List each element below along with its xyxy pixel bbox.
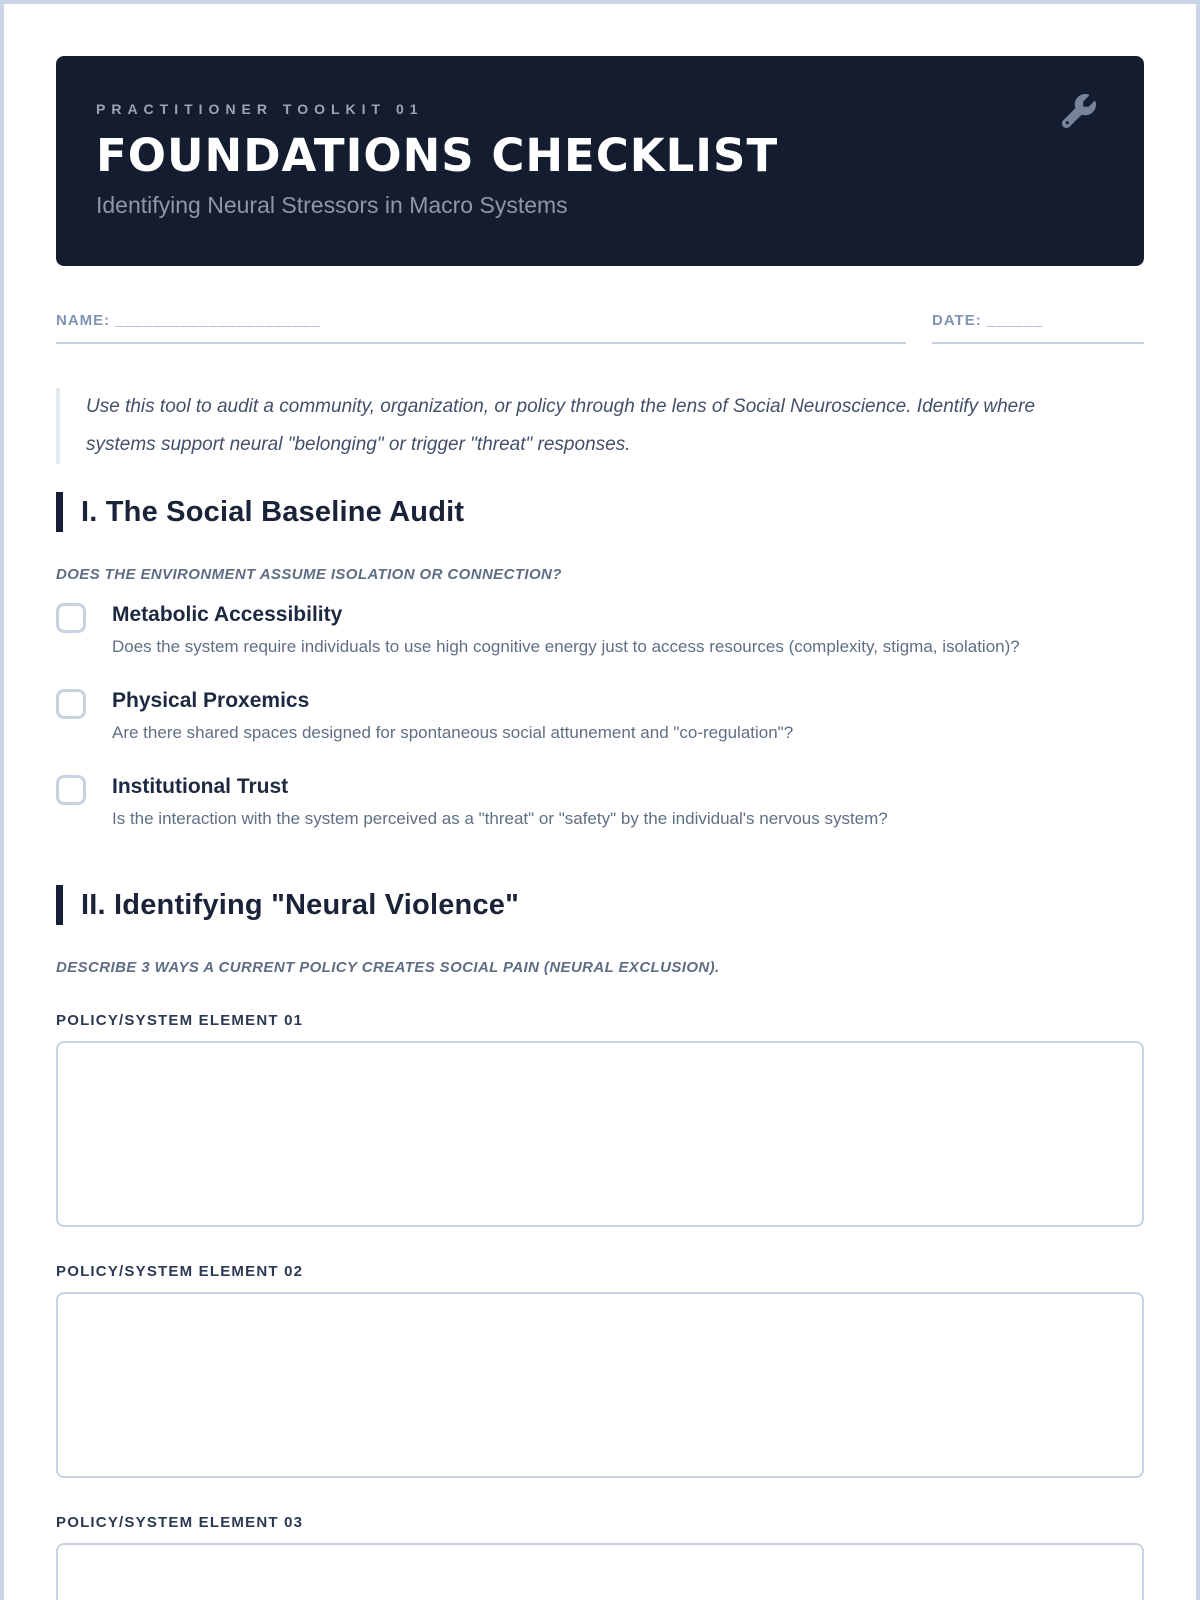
intro-note: Use this tool to audit a community, organization, or policy through the lens of Social Neuroscience. Identify where systems support neural "belonging" or trigger "threat" responses. [56,388,1106,464]
checklist-item-institutional-trust [56,773,1144,831]
policy-element-01-label: POLICY/SYSTEM ELEMENT 01 [56,1012,304,1029]
section-bar [56,885,63,925]
checklist-item-description: Are there shared spaces designed for spontaneous social attunement and "co-regulation"? [112,723,794,742]
header-banner [56,56,1144,266]
checklist-item-physical-proxemics [56,687,1144,745]
section-1-title: I. The Social Baseline Audit [81,496,465,528]
section-1-heading [56,492,1144,532]
checklist-item-title: Institutional Trust [112,775,289,798]
policy-element-02-label: POLICY/SYSTEM ELEMENT 02 [56,1263,304,1280]
page-subtitle: Identifying Neural Stressors in Macro Systems [96,192,568,218]
policy-element-02-textarea[interactable] [56,1292,1144,1478]
checkbox-physical-proxemics[interactable] [56,689,86,719]
checklist-item-metabolic-accessibility [56,601,1144,659]
checklist-item-description: Does the system require individuals to use high cognitive energy just to access resources (complexity, stigma, isolation)? [112,637,1020,656]
checkbox-metabolic-accessibility[interactable] [56,603,86,633]
checklist-item-title: Physical Proxemics [112,689,310,712]
name-label: NAME: ______________________ [56,312,321,329]
checkbox-institutional-trust[interactable] [56,775,86,805]
page-title: FOUNDATIONS CHECKLIST [96,129,779,182]
checklist [56,601,1144,831]
name-date-row [56,312,1144,344]
wrench-icon [1062,94,1096,128]
header-eyebrow: PRACTITIONER TOOLKIT 01 [96,101,424,117]
section-bar [56,492,63,532]
section-2-heading [56,885,1144,925]
checklist-item-description: Is the interaction with the system perceived as a "threat" or "safety" by the individual's nervous system? [112,809,888,828]
section-2-title: II. Identifying "Neural Violence" [81,889,520,921]
date-label: DATE: ______ [932,312,1043,329]
section-1-prompt: DOES THE ENVIRONMENT ASSUME ISOLATION OR CONNECTION? [56,566,562,583]
policy-element-01-textarea[interactable] [56,1041,1144,1227]
policy-element-03-textarea[interactable] [56,1543,1144,1600]
checklist-item-title: Metabolic Accessibility [112,603,343,626]
name-field[interactable] [56,312,906,344]
date-field[interactable] [932,312,1144,344]
policy-element-03-label: POLICY/SYSTEM ELEMENT 03 [56,1514,304,1531]
section-2-prompt: DESCRIBE 3 WAYS A CURRENT POLICY CREATES SOCIAL PAIN (NEURAL EXCLUSION). [56,959,720,976]
